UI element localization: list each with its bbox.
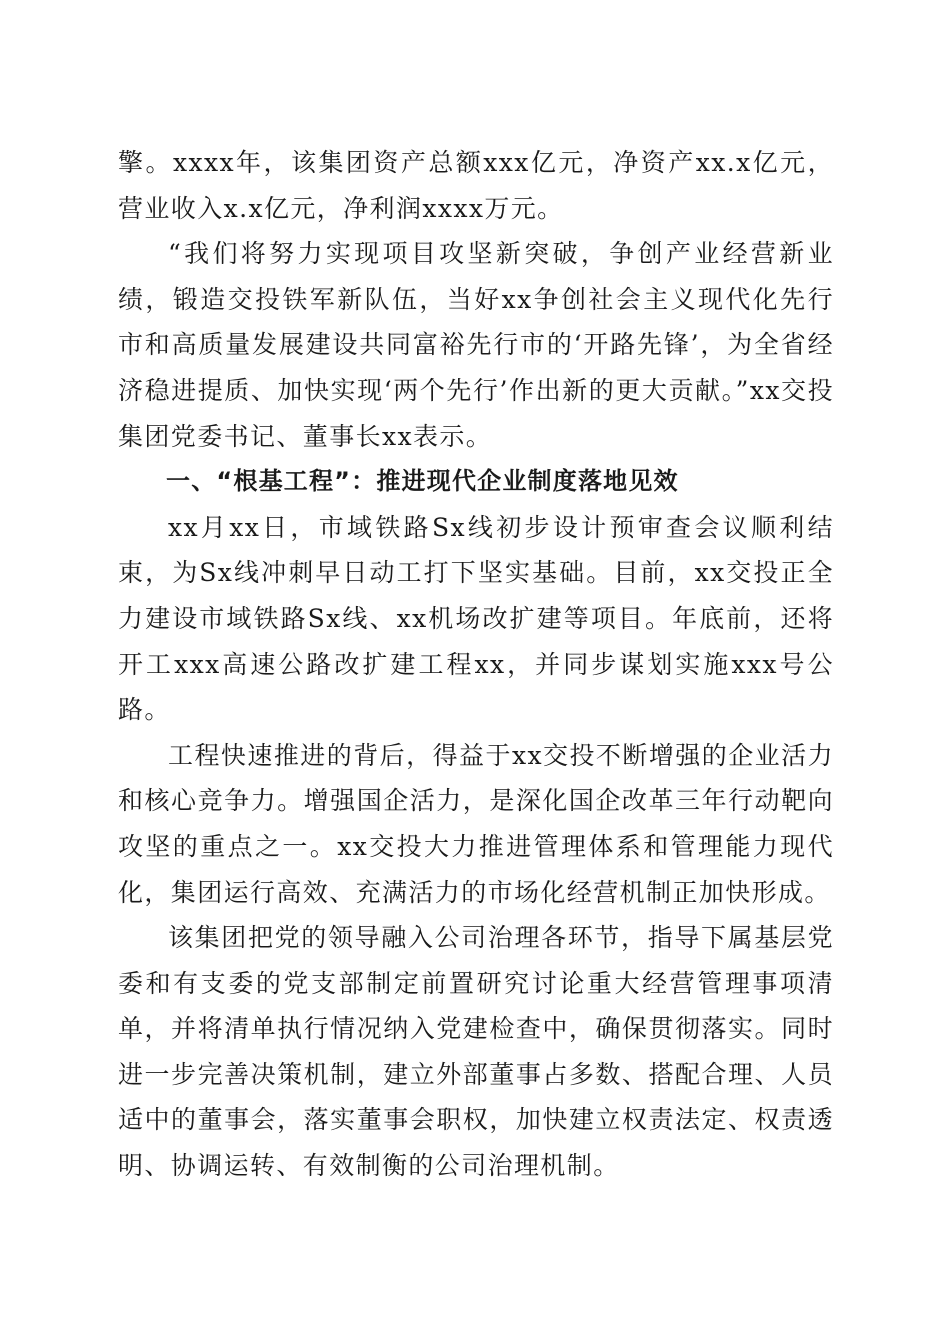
- paragraph-vitality: 工程快速推进的背后，得益于xx交投不断增强的企业活力和核心竞争力。增强国企活力，是深化国企改革三年行动靶向攻坚的重点之一。xx交投大力推进管理体系和管理能力现代化，集团运行高效、充满活力的市场化经营机制正加快形成。: [118, 740, 834, 907]
- document-body: [118, 140, 834, 1189]
- section-heading: 一、“根基工程”：推进现代企业制度落地见效: [166, 467, 679, 496]
- paragraph-railway: xx月xx日，市域铁路Sx线初步设计预审查会议顺利结束，为Sx线冲刺早日动工打下坚实基础。目前，xx交投正全力建设市域铁路Sx线、xx机场改扩建等项目。年底前，还将开工xxx高速公路改扩建工程xx，并同步谋划实施xxx号公路。: [118, 512, 834, 725]
- paragraph-quote: “我们将努力实现项目攻坚新突破，争创产业经营新业绩，锻造交投铁军新队伍，当好xx争创社会主义现代化先行市和高质量发展建设共同富裕先行市的‘开路先锋’，为全省经济稳进提质、加快实现‘两个先行’作出新的更大贡献。”xx交投集团党委书记、董事长xx表示。: [118, 239, 834, 451]
- paragraph-governance: 该集团把党的领导融入公司治理各环节，指导下属基层党委和有支委的党支部制定前置研究讨论重大经营管理事项清单，并将清单执行情况纳入党建检查中，确保贯彻落实。同时进一步完善决策机制，建立外部董事占多数、搭配合理、人员适中的董事会，落实董事会职权，加快建立权责法定、权责透明、协调运转、有效制衡的公司治理机制。: [118, 923, 834, 1181]
- paragraph-continuation: 擎。xxxx年，该集团资产总额xxx亿元，净资产xx.x亿元，营业收入x.x亿元，净利润xxxx万元。: [118, 148, 834, 223]
